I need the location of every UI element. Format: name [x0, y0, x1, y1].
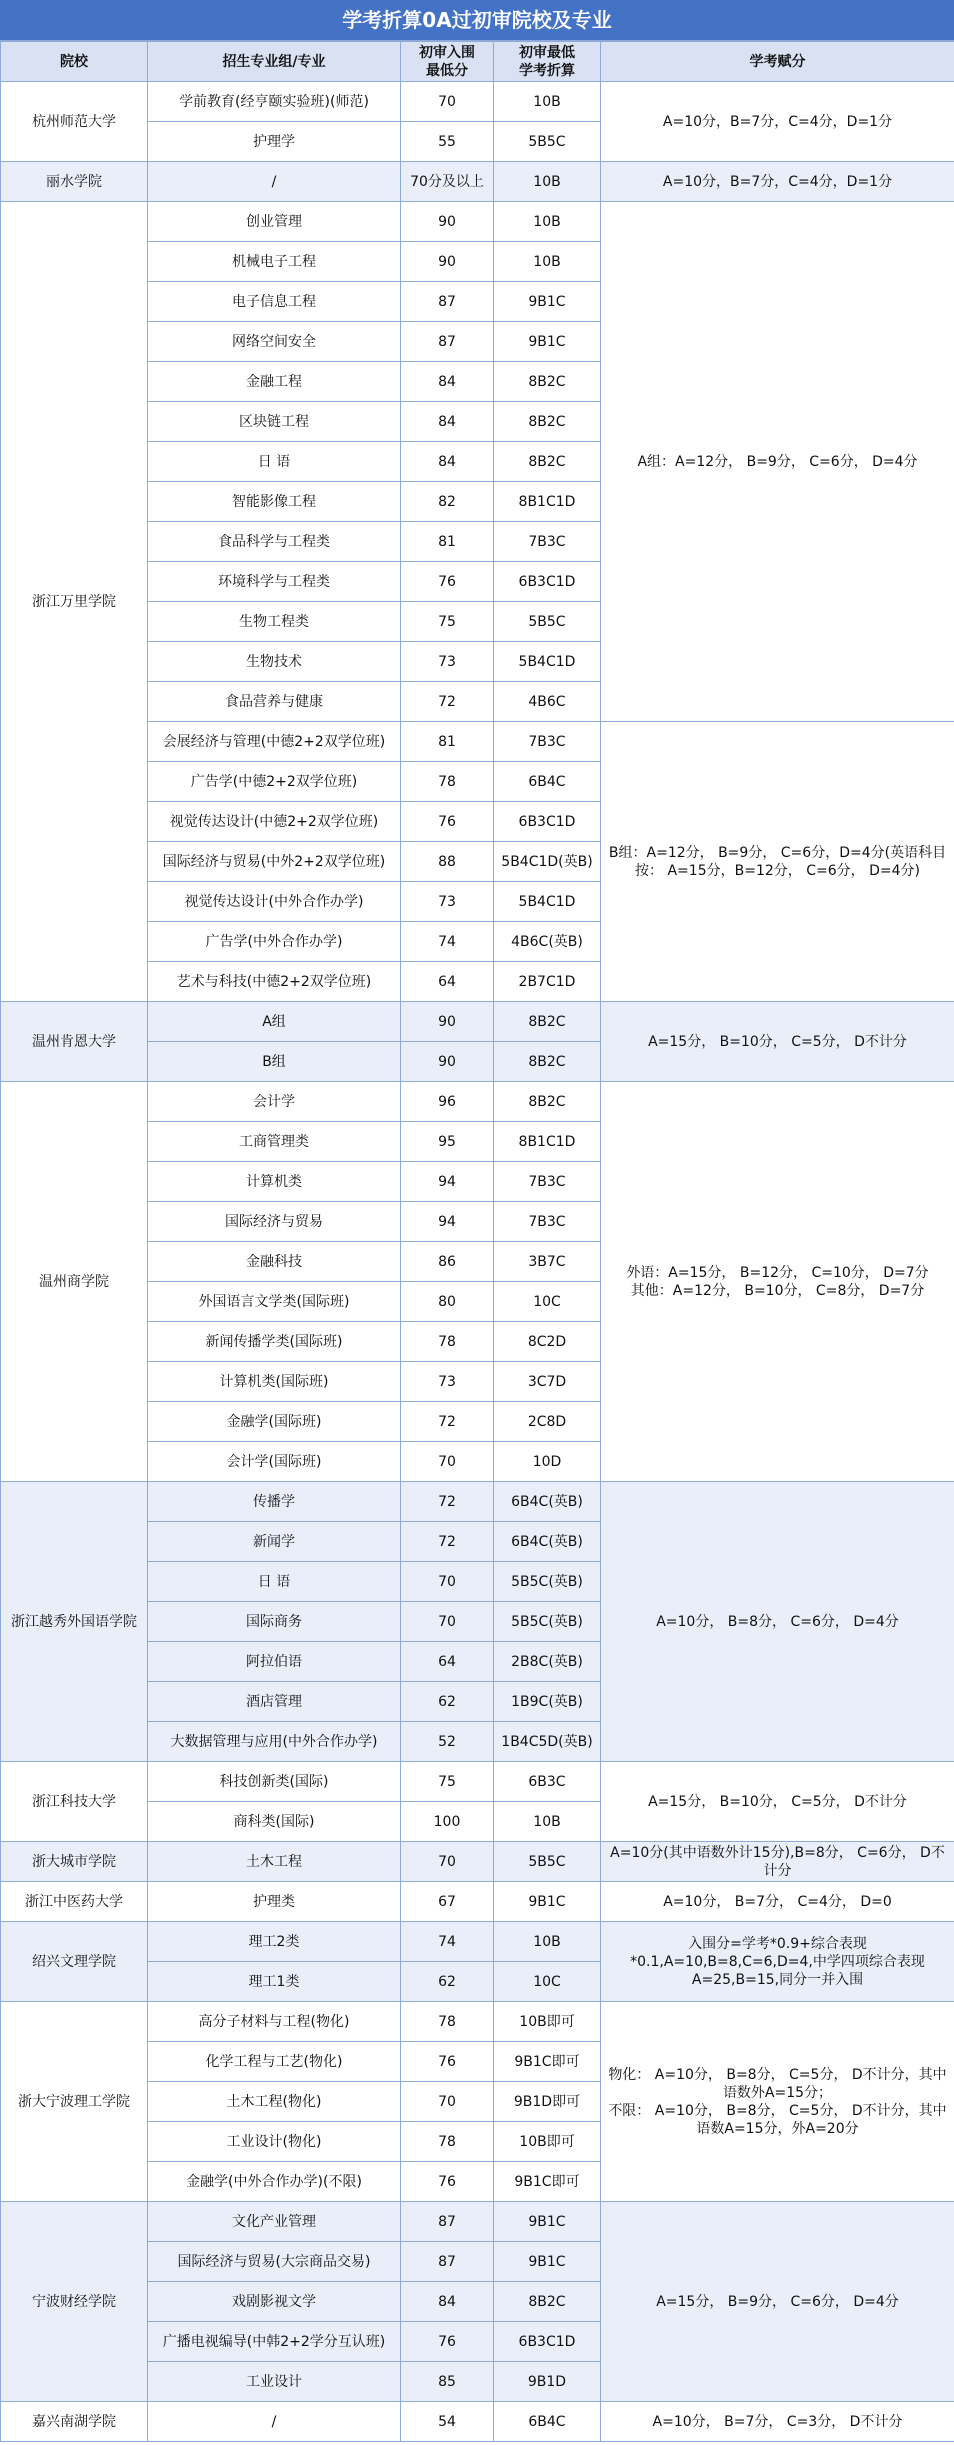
min-grade: 10C — [494, 1282, 601, 1322]
min-score: 90 — [401, 1042, 494, 1082]
min-grade: 10D — [494, 1442, 601, 1482]
min-score: 72 — [401, 682, 494, 722]
major-name: 食品营养与健康 — [148, 682, 401, 722]
scoring-rule: A=10分， B=8分， C=6分， D=4分 — [601, 1482, 954, 1762]
major-name: 国际经济与贸易 — [148, 1202, 401, 1242]
major-name: 网络空间安全 — [148, 322, 401, 362]
min-score: 67 — [401, 1882, 494, 1922]
table-row — [1, 2002, 954, 2042]
major-name: 工商管理类 — [148, 1122, 401, 1162]
major-name: 外国语言文学类(国际班) — [148, 1282, 401, 1322]
scoring-rule: A=10分， B=7分， C=3分， D不计分 — [601, 2402, 954, 2442]
major-name: 传播学 — [148, 1482, 401, 1522]
major-name: 广告学(中外合作办学) — [148, 922, 401, 962]
major-name: 金融工程 — [148, 362, 401, 402]
major-name: 会展经济与管理(中德2+2双学位班) — [148, 722, 401, 762]
min-score: 86 — [401, 1242, 494, 1282]
min-grade: 6B4C(英B) — [494, 1522, 601, 1562]
major-name: 阿拉伯语 — [148, 1642, 401, 1682]
min-score: 70 — [401, 1842, 494, 1882]
min-score: 70 — [401, 1602, 494, 1642]
min-grade: 8B2C — [494, 442, 601, 482]
min-score: 75 — [401, 602, 494, 642]
min-grade: 8B2C — [494, 1042, 601, 1082]
header-row — [1, 42, 954, 82]
scoring-rule: A=10分， B=7分， C=4分， D=0 — [601, 1882, 954, 1922]
min-grade: 2B7C1D — [494, 962, 601, 1002]
school-name: 绍兴文理学院 — [1, 1922, 148, 2002]
min-score: 64 — [401, 1642, 494, 1682]
min-score: 72 — [401, 1402, 494, 1442]
min-score: 87 — [401, 282, 494, 322]
table-row — [1, 162, 954, 202]
major-name: 生物技术 — [148, 642, 401, 682]
min-score: 80 — [401, 1282, 494, 1322]
min-score: 76 — [401, 2322, 494, 2362]
major-name: 科技创新类(国际) — [148, 1762, 401, 1802]
major-name: 艺术与科技(中德2+2双学位班) — [148, 962, 401, 1002]
major-name: 国际经济与贸易(大宗商品交易) — [148, 2242, 401, 2282]
min-score: 85 — [401, 2362, 494, 2402]
min-grade: 5B5C — [494, 122, 601, 162]
school-name: 杭州师范大学 — [1, 82, 148, 162]
table-row — [1, 1922, 954, 1962]
major-name: 视觉传达设计(中外合作办学) — [148, 882, 401, 922]
min-score: 75 — [401, 1762, 494, 1802]
min-grade: 10B — [494, 1922, 601, 1962]
min-grade: 6B3C — [494, 1762, 601, 1802]
min-score: 81 — [401, 522, 494, 562]
min-score: 74 — [401, 1922, 494, 1962]
scoring-rule: A=10分，B=7分，C=4分，D=1分 — [601, 162, 954, 202]
min-score: 78 — [401, 2122, 494, 2162]
table-row — [1, 2202, 954, 2242]
min-score: 62 — [401, 1962, 494, 2002]
min-grade: 10B — [494, 1802, 601, 1842]
min-grade: 10B即可 — [494, 2002, 601, 2042]
min-grade: 10C — [494, 1962, 601, 2002]
min-grade: 5B4C1D — [494, 882, 601, 922]
major-name: 新闻学 — [148, 1522, 401, 1562]
major-name: 土木工程 — [148, 1842, 401, 1882]
min-grade: 8B1C1D — [494, 1122, 601, 1162]
min-grade: 5B5C(英B) — [494, 1602, 601, 1642]
min-grade: 7B3C — [494, 1162, 601, 1202]
major-name: A组 — [148, 1002, 401, 1042]
min-grade: 2C8D — [494, 1402, 601, 1442]
major-name: 工业设计(物化) — [148, 2122, 401, 2162]
min-grade: 9B1D — [494, 2362, 601, 2402]
min-grade: 6B3C1D — [494, 2322, 601, 2362]
min-grade: 4B6C — [494, 682, 601, 722]
min-grade: 5B5C — [494, 602, 601, 642]
major-name: 食品科学与工程类 — [148, 522, 401, 562]
major-name: 理工2类 — [148, 1922, 401, 1962]
min-score: 76 — [401, 2162, 494, 2202]
major-name: 土木工程(物化) — [148, 2082, 401, 2122]
min-score: 64 — [401, 962, 494, 1002]
school-name: 浙江越秀外国语学院 — [1, 1482, 148, 1762]
min-grade: 9B1C — [494, 282, 601, 322]
major-name: 金融学(中外合作办学)(不限) — [148, 2162, 401, 2202]
min-score: 90 — [401, 202, 494, 242]
major-name: 国际经济与贸易(中外2+2双学位班) — [148, 842, 401, 882]
header-min-grade — [494, 42, 601, 82]
major-name: 日 语 — [148, 442, 401, 482]
min-score: 70 — [401, 1562, 494, 1602]
min-grade: 8B2C — [494, 1002, 601, 1042]
min-grade: 1B4C5D(英B) — [494, 1722, 601, 1762]
min-grade: 8C2D — [494, 1322, 601, 1362]
min-score: 88 — [401, 842, 494, 882]
major-name: / — [148, 162, 401, 202]
table-row — [1, 1762, 954, 1802]
min-grade: 8B2C — [494, 1082, 601, 1122]
school-name: 浙江科技大学 — [1, 1762, 148, 1842]
scoring-rule: A=15分， B=9分， C=6分， D=4分 — [601, 2202, 954, 2402]
min-score: 73 — [401, 882, 494, 922]
table-row — [1, 2402, 954, 2442]
min-grade: 9B1C — [494, 2242, 601, 2282]
min-grade: 6B3C1D — [494, 802, 601, 842]
min-score: 72 — [401, 1482, 494, 1522]
min-score: 70 — [401, 1442, 494, 1482]
min-score: 70 — [401, 82, 494, 122]
min-grade: 10B即可 — [494, 2122, 601, 2162]
scoring-rule: A=15分， B=10分， C=5分， D不计分 — [601, 1002, 954, 1082]
min-grade: 8B2C — [494, 402, 601, 442]
min-score: 96 — [401, 1082, 494, 1122]
min-grade: 5B5C(英B) — [494, 1562, 601, 1602]
min-grade: 9B1D即可 — [494, 2082, 601, 2122]
min-grade: 6B4C — [494, 2402, 601, 2442]
header-scoring: 学考赋分 — [601, 42, 954, 82]
major-name: 护理学 — [148, 122, 401, 162]
table-row — [1, 82, 954, 122]
major-name: 商科类(国际) — [148, 1802, 401, 1842]
min-grade: 6B4C(英B) — [494, 1482, 601, 1522]
major-name: 工业设计 — [148, 2362, 401, 2402]
school-name: 丽水学院 — [1, 162, 148, 202]
min-score: 74 — [401, 922, 494, 962]
page-title: 学考折算0A过初审院校及专业 — [0, 0, 954, 41]
table-row — [1, 1482, 954, 1522]
scoring-rule: A组：A=12分， B=9分， C=6分， D=4分 — [601, 202, 954, 722]
min-score: 94 — [401, 1202, 494, 1242]
school-name: 宁波财经学院 — [1, 2202, 148, 2402]
major-name: 生物工程类 — [148, 602, 401, 642]
min-grade: 3B7C — [494, 1242, 601, 1282]
major-name: 电子信息工程 — [148, 282, 401, 322]
min-grade: 7B3C — [494, 522, 601, 562]
min-score: 100 — [401, 1802, 494, 1842]
scoring-rule: 外语：A=15分， B=12分， C=10分， D=7分 其他：A=12分， B=10分， C=8分， D=7分 — [601, 1082, 954, 1482]
major-name: 理工1类 — [148, 1962, 401, 2002]
major-name: 区块链工程 — [148, 402, 401, 442]
min-grade: 6B3C1D — [494, 562, 601, 602]
min-grade: 9B1C — [494, 1882, 601, 1922]
major-name: 智能影像工程 — [148, 482, 401, 522]
scoring-rule: A=10分(其中语数外计15分),B=8分， C=6分， D不计分 — [601, 1842, 954, 1882]
min-score: 76 — [401, 802, 494, 842]
min-score: 72 — [401, 1522, 494, 1562]
header-min-score-line2: 最低分 — [426, 62, 468, 79]
table-row — [1, 1842, 954, 1882]
major-name: 新闻传播学类(国际班) — [148, 1322, 401, 1362]
min-grade: 10B — [494, 202, 601, 242]
major-name: 学前教育(经亨颐实验班)(师范) — [148, 82, 401, 122]
major-name: 广播电视编导(中韩2+2学分互认班) — [148, 2322, 401, 2362]
header-min-grade-line1: 初审最低 — [519, 44, 575, 61]
table-body — [1, 82, 954, 2442]
major-name: 化学工程与工艺(物化) — [148, 2042, 401, 2082]
major-name: 护理类 — [148, 1882, 401, 1922]
min-score: 55 — [401, 122, 494, 162]
min-grade: 7B3C — [494, 1202, 601, 1242]
header-school: 院校 — [1, 42, 148, 82]
min-score: 78 — [401, 762, 494, 802]
major-name: 创业管理 — [148, 202, 401, 242]
min-score: 87 — [401, 2202, 494, 2242]
min-score: 52 — [401, 1722, 494, 1762]
min-grade: 10B — [494, 82, 601, 122]
min-grade: 8B2C — [494, 362, 601, 402]
header-min-score-line1: 初审入围 — [419, 44, 475, 61]
major-name: 大数据管理与应用(中外合作办学) — [148, 1722, 401, 1762]
min-grade: 10B — [494, 242, 601, 282]
min-score: 95 — [401, 1122, 494, 1162]
min-grade: 3C7D — [494, 1362, 601, 1402]
admission-table — [0, 41, 954, 2442]
min-score: 87 — [401, 322, 494, 362]
min-grade: 5B4C1D — [494, 642, 601, 682]
major-name: 酒店管理 — [148, 1682, 401, 1722]
scoring-rule: 物化： A=10分， B=8分， C=5分， D不计分，其中语数外A=15分； 不限： A=10分， B=8分， C=5分， D不计分，其中语数A=15分，外A=20分 — [601, 2002, 954, 2202]
min-grade: 7B3C — [494, 722, 601, 762]
table-row — [1, 202, 954, 242]
min-grade: 2B8C(英B) — [494, 1642, 601, 1682]
min-score: 70 — [401, 2082, 494, 2122]
min-score: 90 — [401, 242, 494, 282]
min-grade: 5B5C — [494, 1842, 601, 1882]
min-grade: 4B6C(英B) — [494, 922, 601, 962]
min-grade: 9B1C即可 — [494, 2162, 601, 2202]
header-min-score — [401, 42, 494, 82]
scoring-rule: B组：A=12分， B=9分， C=6分，D=4分(英语科目按： A=15分，B=12分， C=6分， D=4分) — [601, 722, 954, 1002]
major-name: 日 语 — [148, 1562, 401, 1602]
min-score: 90 — [401, 1002, 494, 1042]
header-min-grade-line2: 学考折算 — [519, 62, 575, 79]
min-score: 94 — [401, 1162, 494, 1202]
min-score: 54 — [401, 2402, 494, 2442]
min-score: 84 — [401, 442, 494, 482]
major-name: 金融科技 — [148, 1242, 401, 1282]
scoring-rule: A=15分， B=10分， C=5分， D不计分 — [601, 1762, 954, 1842]
min-score: 73 — [401, 642, 494, 682]
table-row — [1, 1002, 954, 1042]
min-score: 87 — [401, 2242, 494, 2282]
major-name: 文化产业管理 — [148, 2202, 401, 2242]
header-major: 招生专业组/专业 — [148, 42, 401, 82]
scoring-rule: 入围分=学考*0.9+综合表现 *0.1,A=10,B=8,C=6,D=4,中学四项综合表现 A=25,B=15,同分一并入围 — [601, 1922, 954, 2002]
min-score: 84 — [401, 402, 494, 442]
min-grade: 6B4C — [494, 762, 601, 802]
min-grade: 8B2C — [494, 2282, 601, 2322]
min-grade: 8B1C1D — [494, 482, 601, 522]
min-grade: 5B4C1D(英B) — [494, 842, 601, 882]
min-grade: 1B9C(英B) — [494, 1682, 601, 1722]
min-grade: 9B1C即可 — [494, 2042, 601, 2082]
min-score: 70分及以上 — [401, 162, 494, 202]
min-grade: 9B1C — [494, 2202, 601, 2242]
major-name: 广告学(中德2+2双学位班) — [148, 762, 401, 802]
school-name: 温州商学院 — [1, 1082, 148, 1482]
min-score: 81 — [401, 722, 494, 762]
school-name: 浙大宁波理工学院 — [1, 2002, 148, 2202]
school-name: 浙江万里学院 — [1, 202, 148, 1002]
min-score: 84 — [401, 2282, 494, 2322]
major-name: 会计学 — [148, 1082, 401, 1122]
min-score: 84 — [401, 362, 494, 402]
min-score: 76 — [401, 2042, 494, 2082]
major-name: 会计学(国际班) — [148, 1442, 401, 1482]
min-score: 78 — [401, 1322, 494, 1362]
school-name: 浙江中医药大学 — [1, 1882, 148, 1922]
school-name: 嘉兴南湖学院 — [1, 2402, 148, 2442]
school-name: 浙大城市学院 — [1, 1842, 148, 1882]
min-score: 76 — [401, 562, 494, 602]
table-row — [1, 1882, 954, 1922]
min-score: 73 — [401, 1362, 494, 1402]
scoring-rule: A=10分，B=7分，C=4分，D=1分 — [601, 82, 954, 162]
school-name: 温州肯恩大学 — [1, 1002, 148, 1082]
major-name: 金融学(国际班) — [148, 1402, 401, 1442]
major-name: 高分子材料与工程(物化) — [148, 2002, 401, 2042]
table-row — [1, 1082, 954, 1122]
min-grade: 10B — [494, 162, 601, 202]
major-name: 计算机类 — [148, 1162, 401, 1202]
min-score: 78 — [401, 2002, 494, 2042]
min-grade: 9B1C — [494, 322, 601, 362]
major-name: 环境科学与工程类 — [148, 562, 401, 602]
min-score: 62 — [401, 1682, 494, 1722]
major-name: 国际商务 — [148, 1602, 401, 1642]
major-name: / — [148, 2402, 401, 2442]
major-name: 计算机类(国际班) — [148, 1362, 401, 1402]
major-name: 戏剧影视文学 — [148, 2282, 401, 2322]
major-name: 机械电子工程 — [148, 242, 401, 282]
major-name: B组 — [148, 1042, 401, 1082]
major-name: 视觉传达设计(中德2+2双学位班) — [148, 802, 401, 842]
min-score: 82 — [401, 482, 494, 522]
